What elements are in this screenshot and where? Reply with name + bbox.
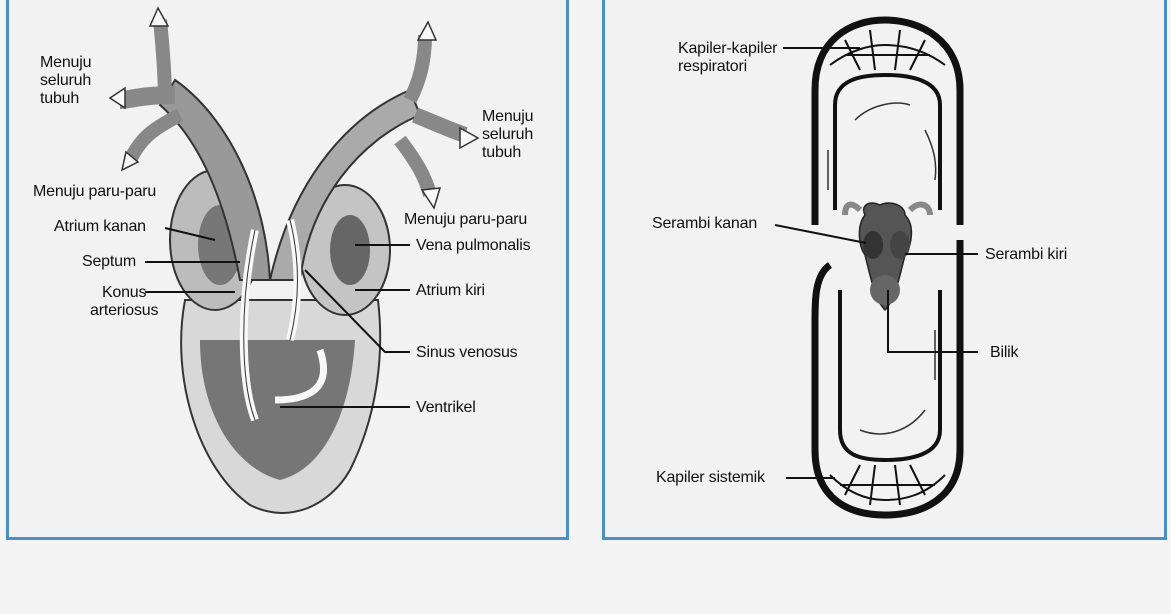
label-serambi-kanan: Serambi kanan bbox=[652, 215, 758, 232]
systemic-capillaries bbox=[830, 465, 945, 505]
label-bilik: Bilik bbox=[990, 344, 1019, 361]
pulmonary-loop-inner bbox=[835, 75, 940, 210]
label-kapiler-respiratori: Kapiler-kapiler respiratori bbox=[678, 40, 778, 75]
label-menuju-seluruh-tubuh-left: Menuju seluruh tubuh bbox=[40, 54, 92, 107]
label-menuju-paru-left: Menuju paru-paru bbox=[33, 183, 157, 200]
label-serambi-kiri: Serambi kiri bbox=[985, 246, 1068, 263]
label-atrium-kiri: Atrium kiri bbox=[416, 282, 485, 299]
label-vena-pulmonalis: Vena pulmonalis bbox=[416, 237, 531, 254]
systemic-loop-inner bbox=[840, 290, 940, 460]
label-menuju-paru-right: Menuju paru-paru bbox=[404, 211, 528, 228]
label-sinus-venosus: Sinus venosus bbox=[416, 344, 518, 361]
label-atrium-kanan: Atrium kanan bbox=[54, 218, 146, 235]
label-ventrikel: Ventrikel bbox=[416, 399, 476, 416]
label-septum: Septum bbox=[82, 253, 136, 270]
respiratory-capillaries bbox=[830, 30, 945, 70]
label-konus-arteriosus: Konus arteriosus bbox=[90, 284, 159, 319]
label-kapiler-sistemik: Kapiler sistemik bbox=[656, 469, 765, 486]
label-menuju-seluruh-tubuh-right: Menuju seluruh tubuh bbox=[482, 108, 534, 161]
